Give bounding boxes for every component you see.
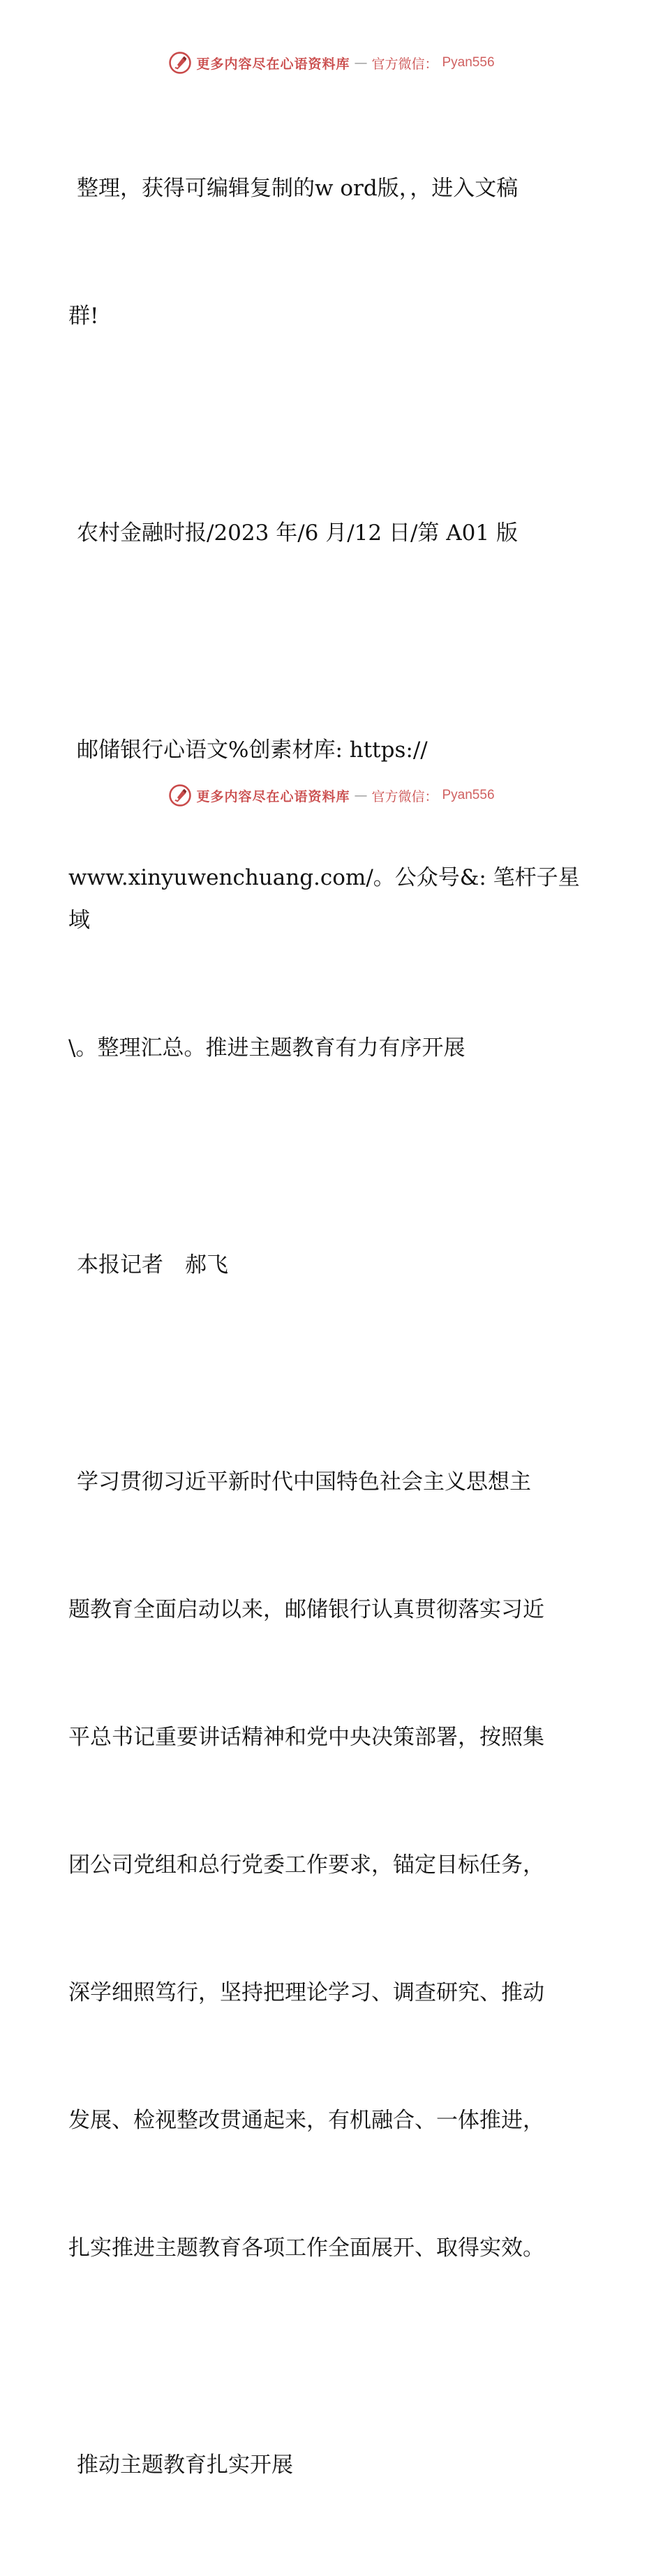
watermark-separator: —: [354, 788, 368, 803]
text-line: \。整理汇总。推进主题教育有力有序开展: [68, 1035, 465, 1061]
document-body: [68, 82, 599, 2576]
text-line: 扎实推进主题教育各项工作全面展开、取得实效。: [68, 2236, 544, 2261]
text-line: 平总书记重要讲话精神和党中央决策部署，按照集: [68, 1725, 544, 1750]
watermark-wechat-id: Pyan556: [442, 788, 495, 802]
paragraph-source: [68, 427, 599, 640]
watermark-site-text: 更多内容尽在心语资料库: [196, 56, 350, 72]
text-line: 群!: [68, 304, 99, 329]
text-line: 整理，获得可编辑复制的w ord版，，进入文稿: [77, 176, 519, 201]
watermark-site-text: 更多内容尽在心语资料库: [196, 788, 350, 804]
text-line: 题教育全面启动以来，邮储银行认真贯彻落实习近: [68, 1597, 544, 1622]
paragraph-main: [68, 1376, 599, 2355]
paragraph-byline: [68, 1159, 599, 1372]
text-line: 团公司党组和总行党委工作要求，锚定目标任务，: [68, 1852, 544, 1878]
watermark-wechat-label: 官方微信：: [371, 56, 438, 72]
text-line: 农村金融时报/2023 年/6 月/12 日/第 A01 版: [77, 521, 518, 546]
paragraph-material-link: [68, 644, 599, 1155]
watermark-wechat-id: Pyan556: [442, 55, 495, 70]
footer-watermark: [0, 781, 663, 809]
text-line: 学习贯彻习近平新时代中国特色社会主义思想主: [77, 1469, 531, 1495]
text-line: 本报记者 郝飞: [77, 1252, 228, 1278]
text-line: 深学细照笃行，坚持把理论学习、调查研究、推动: [68, 1980, 544, 2005]
watermark-wechat-label: 官方微信：: [371, 788, 438, 804]
text-line: www.xinyuwenchuang.com/。公众号&: 笔杆子星域: [68, 865, 580, 933]
section-heading: [68, 2359, 599, 2572]
pen-nib-logo-icon: [168, 51, 192, 75]
text-line: 发展、检视整改贯通起来，有机融合、一体推进，: [68, 2108, 544, 2133]
pen-nib-logo-icon: [168, 784, 192, 807]
text-line: 邮储银行心语文%创素材库: https://: [77, 737, 428, 763]
paragraph-intro: [68, 82, 599, 423]
watermark-separator: —: [354, 55, 368, 70]
text-line: 推动主题教育扎实开展: [77, 2453, 293, 2478]
header-watermark: [0, 49, 663, 77]
